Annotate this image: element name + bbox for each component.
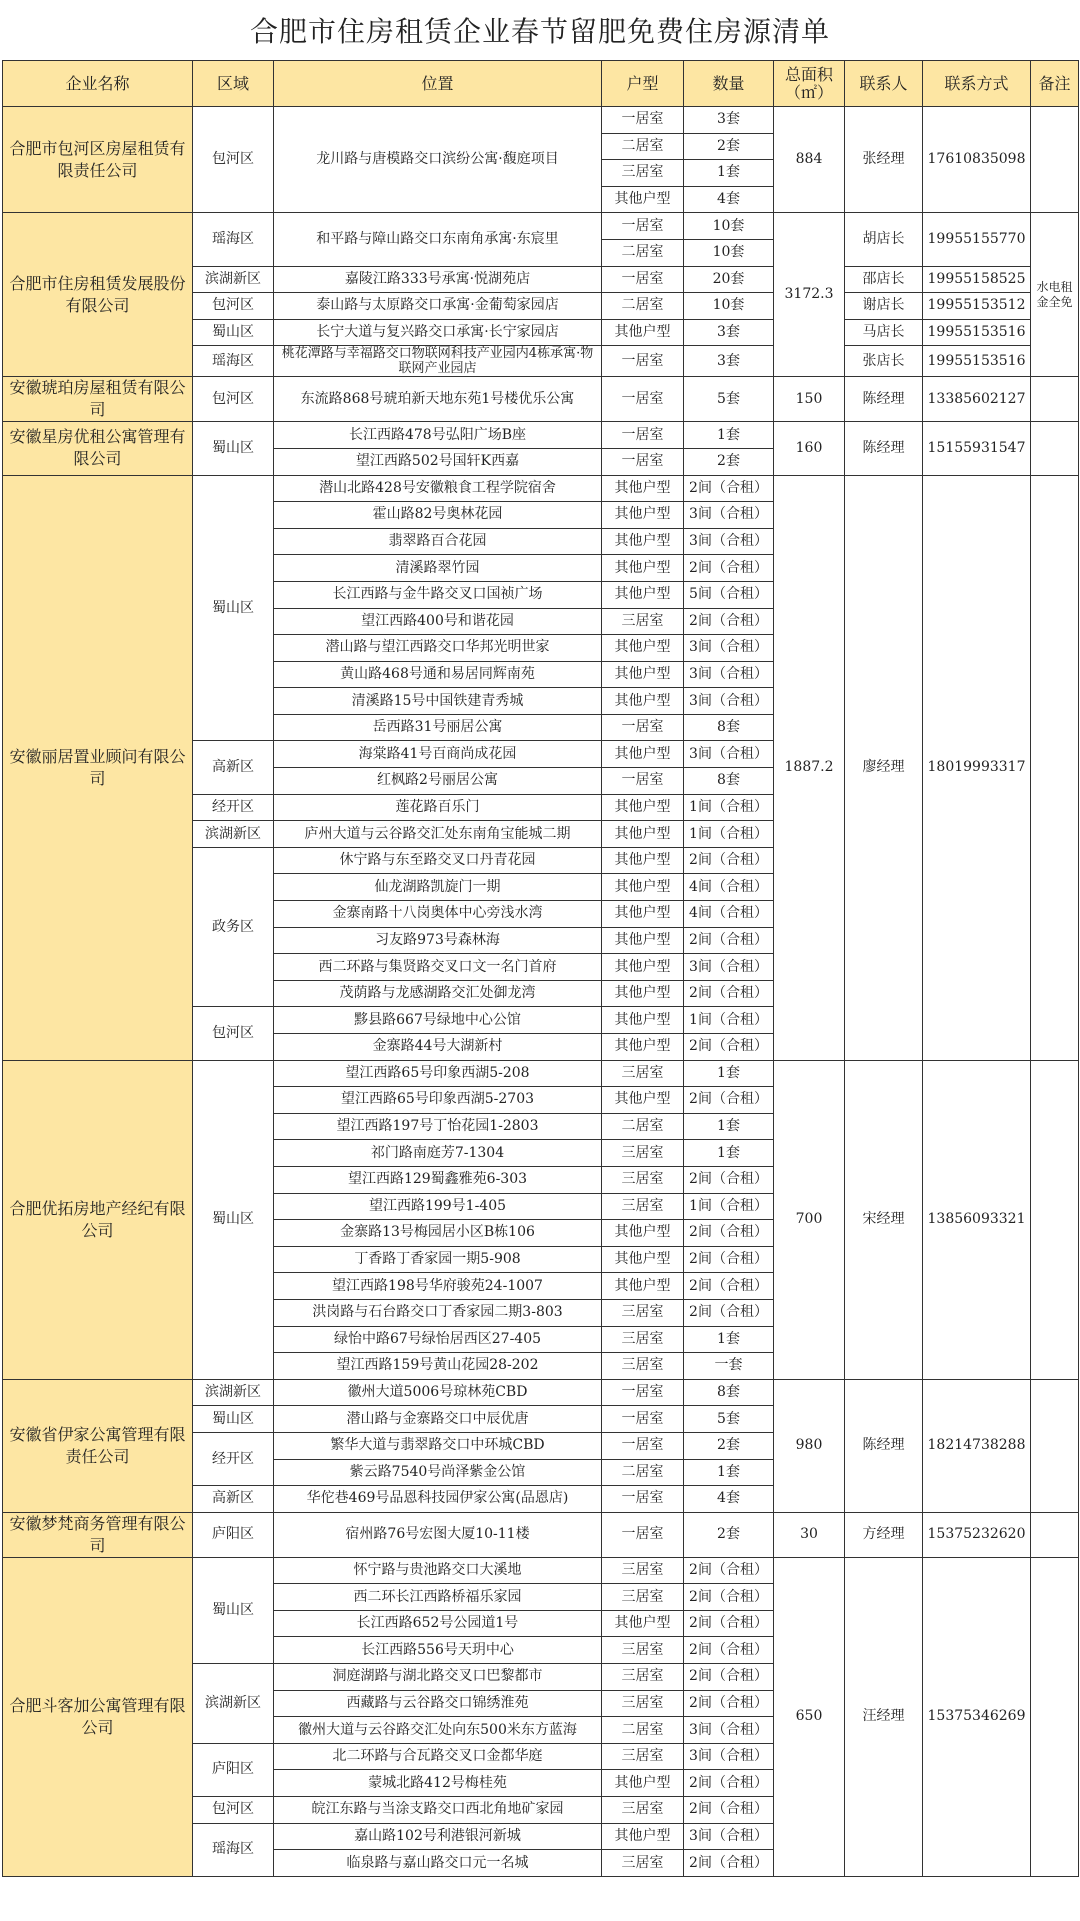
phone-cell: 19955155770 bbox=[923, 213, 1031, 266]
contact-cell: 汪经理 bbox=[845, 1557, 923, 1876]
quantity-cell: 2套 bbox=[684, 1512, 774, 1557]
quantity-cell: 8套 bbox=[684, 714, 774, 741]
location-cell: 东流路868号琥珀新天地东苑1号楼优乐公寓 bbox=[274, 377, 602, 422]
quantity-cell: 2间（合租） bbox=[684, 1797, 774, 1824]
location-cell: 茂荫路与龙感湖路交汇处御龙湾 bbox=[274, 980, 602, 1007]
location-cell: 华佗巷469号品恩科技园伊家公寓(品恩店) bbox=[274, 1486, 602, 1513]
region-cell: 滨湖新区 bbox=[193, 1664, 274, 1744]
quantity-cell: 2间（合租） bbox=[684, 1166, 774, 1193]
quantity-cell: 1套 bbox=[684, 1326, 774, 1353]
company-name: 合肥市住房租赁发展股份有限公司 bbox=[3, 213, 193, 377]
header-row bbox=[3, 61, 1079, 107]
unit-type-cell: 三居室 bbox=[602, 1557, 684, 1584]
location-cell: 和平路与障山路交口东南角承寓·东宸里 bbox=[274, 213, 602, 266]
quantity-cell: 4间（合租） bbox=[684, 901, 774, 928]
location-cell: 金寨南路十八岗奥体中心旁浅水湾 bbox=[274, 901, 602, 928]
quantity-cell: 2间（合租） bbox=[684, 475, 774, 502]
header-quantity: 数量 bbox=[684, 61, 774, 107]
region-cell: 包河区 bbox=[193, 293, 274, 320]
quantity-cell: 2间（合租） bbox=[684, 1584, 774, 1611]
unit-type-cell: 其他户型 bbox=[602, 794, 684, 821]
quantity-cell: 3间（合租） bbox=[684, 1743, 774, 1770]
note-cell bbox=[1031, 1557, 1079, 1876]
quantity-cell: 2间（合租） bbox=[684, 1299, 774, 1326]
region-cell: 庐阳区 bbox=[193, 1743, 274, 1796]
location-cell: 金寨路13号梅园居小区B栋106 bbox=[274, 1220, 602, 1247]
location-cell: 祁门路南庭芳7-1304 bbox=[274, 1140, 602, 1167]
location-cell: 岳西路31号丽居公寓 bbox=[274, 714, 602, 741]
quantity-cell: 4套 bbox=[684, 186, 774, 213]
unit-type-cell: 三居室 bbox=[602, 1743, 684, 1770]
location-cell: 长江西路与金牛路交叉口国祯广场 bbox=[274, 581, 602, 608]
unit-type-cell: 其他户型 bbox=[602, 741, 684, 768]
quantity-cell: 2间（合租） bbox=[684, 1034, 774, 1061]
quantity-cell: 2套 bbox=[684, 133, 774, 160]
location-cell: 徽州大道5006号琼林苑CBD bbox=[274, 1379, 602, 1406]
quantity-cell: 1间（合租） bbox=[684, 1193, 774, 1220]
table-row bbox=[3, 213, 1079, 240]
location-cell: 泰山路与太原路交口承寓·金葡萄家园店 bbox=[274, 293, 602, 320]
unit-type-cell: 其他户型 bbox=[602, 980, 684, 1007]
location-cell: 望江西路129蜀鑫雅苑6-303 bbox=[274, 1166, 602, 1193]
unit-type-cell: 一居室 bbox=[602, 213, 684, 240]
quantity-cell: 3套 bbox=[684, 107, 774, 134]
quantity-cell: 3间（合租） bbox=[684, 688, 774, 715]
location-cell: 霍山路82号奥林花园 bbox=[274, 502, 602, 529]
contact-cell: 谢店长 bbox=[845, 293, 923, 320]
quantity-cell: 2间（合租） bbox=[684, 980, 774, 1007]
quantity-cell: 3间（合租） bbox=[684, 661, 774, 688]
header-unit-type: 户型 bbox=[602, 61, 684, 107]
unit-type-cell: 一居室 bbox=[602, 1486, 684, 1513]
unit-type-cell: 三居室 bbox=[602, 1690, 684, 1717]
company-name: 合肥市包河区房屋租赁有限责任公司 bbox=[3, 107, 193, 213]
region-cell: 高新区 bbox=[193, 741, 274, 794]
location-cell: 清溪路15号中国铁建青秀城 bbox=[274, 688, 602, 715]
quantity-cell: 2间（合租） bbox=[684, 1610, 774, 1637]
unit-type-cell: 一居室 bbox=[602, 1432, 684, 1459]
unit-type-cell: 三居室 bbox=[602, 1664, 684, 1691]
quantity-cell: 10套 bbox=[684, 293, 774, 320]
contact-cell: 陈经理 bbox=[845, 1379, 923, 1512]
location-cell: 望江西路198号华府骏苑24-1007 bbox=[274, 1273, 602, 1300]
phone-cell: 19955153512 bbox=[923, 293, 1031, 320]
region-cell: 滨湖新区 bbox=[193, 821, 274, 848]
location-cell: 望江西路502号国轩K西嘉 bbox=[274, 448, 602, 475]
region-cell: 蜀山区 bbox=[193, 422, 274, 475]
quantity-cell: 1套 bbox=[684, 1113, 774, 1140]
total-area-cell: 884 bbox=[774, 107, 845, 213]
quantity-cell: 1套 bbox=[684, 422, 774, 449]
contact-cell: 邵店长 bbox=[845, 266, 923, 293]
location-cell: 长江西路556号天玥中心 bbox=[274, 1637, 602, 1664]
region-cell: 包河区 bbox=[193, 1007, 274, 1060]
unit-type-cell: 其他户型 bbox=[602, 1087, 684, 1114]
phone-cell: 18214738288 bbox=[923, 1379, 1031, 1512]
phone-cell: 18019993317 bbox=[923, 475, 1031, 1060]
quantity-cell: 3间（合租） bbox=[684, 1823, 774, 1850]
unit-type-cell: 其他户型 bbox=[602, 1246, 684, 1273]
table-row bbox=[3, 1379, 1079, 1406]
unit-type-cell: 一居室 bbox=[602, 266, 684, 293]
phone-cell: 15375346269 bbox=[923, 1557, 1031, 1876]
quantity-cell: 3套 bbox=[684, 319, 774, 346]
unit-type-cell: 其他户型 bbox=[602, 821, 684, 848]
region-cell: 包河区 bbox=[193, 1797, 274, 1824]
region-cell: 蜀山区 bbox=[193, 319, 274, 346]
header-phone: 联系方式 bbox=[923, 61, 1031, 107]
location-cell: 洪岗路与石台路交口丁香家园二期3-803 bbox=[274, 1299, 602, 1326]
location-cell: 嘉陵江路333号承寓·悦湖苑店 bbox=[274, 266, 602, 293]
unit-type-cell: 其他户型 bbox=[602, 635, 684, 662]
region-cell: 政务区 bbox=[193, 847, 274, 1007]
quantity-cell: 3套 bbox=[684, 346, 774, 377]
location-cell: 习友路973号森林海 bbox=[274, 927, 602, 954]
table-row bbox=[3, 107, 1079, 134]
region-cell: 滨湖新区 bbox=[193, 266, 274, 293]
phone-cell: 13856093321 bbox=[923, 1060, 1031, 1379]
location-cell: 宿州路76号宏图大厦10-11楼 bbox=[274, 1512, 602, 1557]
company-name: 安徽琥珀房屋租赁有限公司 bbox=[3, 377, 193, 422]
unit-type-cell: 其他户型 bbox=[602, 1220, 684, 1247]
note-cell bbox=[1031, 422, 1079, 475]
unit-type-cell: 其他户型 bbox=[602, 874, 684, 901]
unit-type-cell: 其他户型 bbox=[602, 186, 684, 213]
unit-type-cell: 其他户型 bbox=[602, 901, 684, 928]
unit-type-cell: 一居室 bbox=[602, 448, 684, 475]
location-cell: 潜山路与金寨路交口中辰优唐 bbox=[274, 1406, 602, 1433]
quantity-cell: 3间（合租） bbox=[684, 1717, 774, 1744]
quantity-cell: 3间（合租） bbox=[684, 954, 774, 981]
location-cell: 望江西路159号黄山花园28-202 bbox=[274, 1353, 602, 1380]
location-cell: 北二环路与合瓦路交叉口金都华庭 bbox=[274, 1743, 602, 1770]
quantity-cell: 2间（合租） bbox=[684, 1637, 774, 1664]
total-area-cell: 650 bbox=[774, 1557, 845, 1876]
region-cell: 包河区 bbox=[193, 377, 274, 422]
location-cell: 嘉山路102号利港银河新城 bbox=[274, 1823, 602, 1850]
unit-type-cell: 其他户型 bbox=[602, 1007, 684, 1034]
region-cell: 庐阳区 bbox=[193, 1512, 274, 1557]
unit-type-cell: 二居室 bbox=[602, 293, 684, 320]
unit-type-cell: 一居室 bbox=[602, 346, 684, 377]
unit-type-cell: 其他户型 bbox=[602, 319, 684, 346]
quantity-cell: 1间（合租） bbox=[684, 821, 774, 848]
header-region: 区域 bbox=[193, 61, 274, 107]
contact-cell: 张店长 bbox=[845, 346, 923, 377]
contact-cell: 陈经理 bbox=[845, 377, 923, 422]
quantity-cell: 3间（合租） bbox=[684, 502, 774, 529]
unit-type-cell: 三居室 bbox=[602, 1353, 684, 1380]
quantity-cell: 2间（合租） bbox=[684, 555, 774, 582]
location-cell: 休宁路与东至路交叉口丹青花园 bbox=[274, 847, 602, 874]
quantity-cell: 8套 bbox=[684, 1379, 774, 1406]
location-cell: 绿怡中路67号绿怡居西区27-405 bbox=[274, 1326, 602, 1353]
contact-cell: 张经理 bbox=[845, 107, 923, 213]
location-cell: 海棠路41号百商尚成花园 bbox=[274, 741, 602, 768]
contact-cell: 宋经理 bbox=[845, 1060, 923, 1379]
location-cell: 潜山路与望江西路交口华邦光明世家 bbox=[274, 635, 602, 662]
unit-type-cell: 三居室 bbox=[602, 1140, 684, 1167]
company-name: 安徽丽居置业顾问有限公司 bbox=[3, 475, 193, 1060]
region-cell: 蜀山区 bbox=[193, 1557, 274, 1663]
quantity-cell: 2间（合租） bbox=[684, 1087, 774, 1114]
quantity-cell: 10套 bbox=[684, 239, 774, 266]
phone-cell: 19955153516 bbox=[923, 346, 1031, 377]
location-cell: 黟县路667号绿地中心公馆 bbox=[274, 1007, 602, 1034]
unit-type-cell: 其他户型 bbox=[602, 927, 684, 954]
location-cell: 黄山路468号通和易居同辉南苑 bbox=[274, 661, 602, 688]
quantity-cell: 2间（合租） bbox=[684, 1664, 774, 1691]
region-cell: 瑶海区 bbox=[193, 213, 274, 266]
total-area-cell: 980 bbox=[774, 1379, 845, 1512]
company-name: 安徽省伊家公寓管理有限责任公司 bbox=[3, 1379, 193, 1512]
header-contact: 联系人 bbox=[845, 61, 923, 107]
quantity-cell: 1套 bbox=[684, 1140, 774, 1167]
total-area-cell: 150 bbox=[774, 377, 845, 422]
unit-type-cell: 三居室 bbox=[602, 1193, 684, 1220]
note-cell bbox=[1031, 107, 1079, 213]
quantity-cell: 4套 bbox=[684, 1486, 774, 1513]
unit-type-cell: 其他户型 bbox=[602, 475, 684, 502]
location-cell: 望江西路400号和谐花园 bbox=[274, 608, 602, 635]
region-cell: 瑶海区 bbox=[193, 1823, 274, 1876]
unit-type-cell: 其他户型 bbox=[602, 1823, 684, 1850]
location-cell: 莲花路百乐门 bbox=[274, 794, 602, 821]
quantity-cell: 3间（合租） bbox=[684, 635, 774, 662]
unit-type-cell: 三居室 bbox=[602, 1060, 684, 1087]
location-cell: 望江西路65号印象西湖5-208 bbox=[274, 1060, 602, 1087]
location-cell: 紫云路7540号尚泽紫金公馆 bbox=[274, 1459, 602, 1486]
contact-cell: 胡店长 bbox=[845, 213, 923, 266]
region-cell: 蜀山区 bbox=[193, 1406, 274, 1433]
unit-type-cell: 一居室 bbox=[602, 1406, 684, 1433]
quantity-cell: 2间（合租） bbox=[684, 1770, 774, 1797]
quantity-cell: 2间（合租） bbox=[684, 1220, 774, 1247]
table-row bbox=[3, 422, 1079, 449]
unit-type-cell: 三居室 bbox=[602, 1584, 684, 1611]
contact-cell: 廖经理 bbox=[845, 475, 923, 1060]
housing-table bbox=[2, 60, 1079, 1877]
company-name: 合肥优拓房地产经纪有限公司 bbox=[3, 1060, 193, 1379]
location-cell: 红枫路2号丽居公寓 bbox=[274, 768, 602, 795]
quantity-cell: 1套 bbox=[684, 1060, 774, 1087]
quantity-cell: 一套 bbox=[684, 1353, 774, 1380]
header-note: 备注 bbox=[1031, 61, 1079, 107]
location-cell: 洞庭湖路与湖北路交叉口巴黎都市 bbox=[274, 1664, 602, 1691]
region-cell: 蜀山区 bbox=[193, 475, 274, 741]
location-cell: 繁华大道与翡翠路交口中环城CBD bbox=[274, 1432, 602, 1459]
unit-type-cell: 一居室 bbox=[602, 1512, 684, 1557]
unit-type-cell: 三居室 bbox=[602, 160, 684, 187]
region-cell: 包河区 bbox=[193, 107, 274, 213]
region-cell: 高新区 bbox=[193, 1486, 274, 1513]
total-area-cell: 700 bbox=[774, 1060, 845, 1379]
quantity-cell: 1套 bbox=[684, 160, 774, 187]
quantity-cell: 5间（合租） bbox=[684, 581, 774, 608]
note-cell bbox=[1031, 1379, 1079, 1512]
region-cell: 经开区 bbox=[193, 1432, 274, 1485]
location-cell: 望江西路199号1-405 bbox=[274, 1193, 602, 1220]
location-cell: 长宁大道与复兴路交口承寓·长宁家园店 bbox=[274, 319, 602, 346]
quantity-cell: 1间（合租） bbox=[684, 1007, 774, 1034]
total-area-cell: 160 bbox=[774, 422, 845, 475]
unit-type-cell: 其他户型 bbox=[602, 688, 684, 715]
quantity-cell: 5套 bbox=[684, 1406, 774, 1433]
location-cell: 西二环路与集贤路交叉口文一名门首府 bbox=[274, 954, 602, 981]
unit-type-cell: 其他户型 bbox=[602, 1273, 684, 1300]
company-name: 安徽星房优租公寓管理有限公司 bbox=[3, 422, 193, 475]
unit-type-cell: 其他户型 bbox=[602, 954, 684, 981]
unit-type-cell: 其他户型 bbox=[602, 581, 684, 608]
unit-type-cell: 一居室 bbox=[602, 714, 684, 741]
location-cell: 皖江东路与当涂支路交口西北角地矿家园 bbox=[274, 1797, 602, 1824]
region-cell: 滨湖新区 bbox=[193, 1379, 274, 1406]
unit-type-cell: 一居室 bbox=[602, 1379, 684, 1406]
unit-type-cell: 二居室 bbox=[602, 239, 684, 266]
location-cell: 翡翠路百合花园 bbox=[274, 528, 602, 555]
quantity-cell: 2间（合租） bbox=[684, 847, 774, 874]
quantity-cell: 2间（合租） bbox=[684, 1273, 774, 1300]
quantity-cell: 2间（合租） bbox=[684, 1850, 774, 1877]
quantity-cell: 3间（合租） bbox=[684, 528, 774, 555]
unit-type-cell: 其他户型 bbox=[602, 1770, 684, 1797]
table-body bbox=[3, 107, 1079, 1877]
header-total-area: 总面积（㎡） bbox=[774, 61, 845, 107]
quantity-cell: 2套 bbox=[684, 1432, 774, 1459]
location-cell: 丁香路丁香家园一期5-908 bbox=[274, 1246, 602, 1273]
unit-type-cell: 二居室 bbox=[602, 133, 684, 160]
unit-type-cell: 其他户型 bbox=[602, 1034, 684, 1061]
total-area-cell: 3172.3 bbox=[774, 213, 845, 377]
quantity-cell: 1间（合租） bbox=[684, 794, 774, 821]
contact-cell: 马店长 bbox=[845, 319, 923, 346]
location-cell: 潜山北路428号安徽粮食工程学院宿舍 bbox=[274, 475, 602, 502]
note-cell bbox=[1031, 377, 1079, 422]
location-cell: 望江西路65号印象西湖5-2703 bbox=[274, 1087, 602, 1114]
unit-type-cell: 二居室 bbox=[602, 1717, 684, 1744]
company-name: 合肥斗客加公寓管理有限公司 bbox=[3, 1557, 193, 1876]
location-cell: 长江西路478号弘阳广场B座 bbox=[274, 422, 602, 449]
location-cell: 徽州大道与云谷路交汇处向东500米东方蓝海 bbox=[274, 1717, 602, 1744]
unit-type-cell: 二居室 bbox=[602, 1459, 684, 1486]
unit-type-cell: 三居室 bbox=[602, 1326, 684, 1353]
note-cell bbox=[1031, 1512, 1079, 1557]
quantity-cell: 20套 bbox=[684, 266, 774, 293]
table-row bbox=[3, 475, 1079, 502]
header-company: 企业名称 bbox=[3, 61, 193, 107]
total-area-cell: 30 bbox=[774, 1512, 845, 1557]
quantity-cell: 2间（合租） bbox=[684, 608, 774, 635]
total-area-cell: 1887.2 bbox=[774, 475, 845, 1060]
location-cell: 望江西路197号丁怡花园1-2803 bbox=[274, 1113, 602, 1140]
phone-cell: 17610835098 bbox=[923, 107, 1031, 213]
unit-type-cell: 三居室 bbox=[602, 1299, 684, 1326]
unit-type-cell: 一居室 bbox=[602, 768, 684, 795]
quantity-cell: 2间（合租） bbox=[684, 1246, 774, 1273]
location-cell: 金寨路44号大湖新村 bbox=[274, 1034, 602, 1061]
unit-type-cell: 三居室 bbox=[602, 1166, 684, 1193]
quantity-cell: 2间（合租） bbox=[684, 1690, 774, 1717]
quantity-cell: 2套 bbox=[684, 448, 774, 475]
unit-type-cell: 其他户型 bbox=[602, 847, 684, 874]
quantity-cell: 1套 bbox=[684, 1459, 774, 1486]
location-cell: 蒙城北路412号梅桂苑 bbox=[274, 1770, 602, 1797]
phone-cell: 19955158525 bbox=[923, 266, 1031, 293]
quantity-cell: 2间（合租） bbox=[684, 927, 774, 954]
unit-type-cell: 三居室 bbox=[602, 1850, 684, 1877]
location-cell: 怀宁路与贵池路交口大溪地 bbox=[274, 1557, 602, 1584]
location-cell: 清溪路翠竹园 bbox=[274, 555, 602, 582]
unit-type-cell: 其他户型 bbox=[602, 528, 684, 555]
region-cell: 瑶海区 bbox=[193, 346, 274, 377]
unit-type-cell: 三居室 bbox=[602, 608, 684, 635]
unit-type-cell: 三居室 bbox=[602, 1637, 684, 1664]
location-cell: 桃花潭路与幸福路交口物联网科技产业园内4栋承寓·物联网产业园店 bbox=[274, 346, 602, 377]
quantity-cell: 3间（合租） bbox=[684, 741, 774, 768]
table-row bbox=[3, 377, 1079, 422]
table-row bbox=[3, 1557, 1079, 1584]
page-title: 合肥市住房租赁企业春节留肥免费住房源清单 bbox=[249, 15, 830, 48]
unit-type-cell: 其他户型 bbox=[602, 1610, 684, 1637]
location-cell: 西藏路与云谷路交口锦绣淮苑 bbox=[274, 1690, 602, 1717]
note-cell: 水电租金全免 bbox=[1031, 213, 1079, 377]
location-cell: 临泉路与嘉山路交口元一名城 bbox=[274, 1850, 602, 1877]
unit-type-cell: 二居室 bbox=[602, 1113, 684, 1140]
location-cell: 庐州大道与云谷路交汇处东南角宝能城二期 bbox=[274, 821, 602, 848]
location-cell: 西二环长江西路桥福乐家园 bbox=[274, 1584, 602, 1611]
table-row bbox=[3, 1512, 1079, 1557]
quantity-cell: 4间（合租） bbox=[684, 874, 774, 901]
table-row bbox=[3, 1060, 1079, 1087]
phone-cell: 13385602127 bbox=[923, 377, 1031, 422]
quantity-cell: 5套 bbox=[684, 377, 774, 422]
quantity-cell: 8套 bbox=[684, 768, 774, 795]
unit-type-cell: 一居室 bbox=[602, 107, 684, 134]
location-cell: 仙龙湖路凯旋门一期 bbox=[274, 874, 602, 901]
phone-cell: 19955153516 bbox=[923, 319, 1031, 346]
unit-type-cell: 其他户型 bbox=[602, 555, 684, 582]
note-cell bbox=[1031, 1060, 1079, 1379]
unit-type-cell: 其他户型 bbox=[602, 502, 684, 529]
contact-cell: 方经理 bbox=[845, 1512, 923, 1557]
region-cell: 蜀山区 bbox=[193, 1060, 274, 1379]
unit-type-cell: 一居室 bbox=[602, 377, 684, 422]
quantity-cell: 2间（合租） bbox=[684, 1557, 774, 1584]
unit-type-cell: 三居室 bbox=[602, 1797, 684, 1824]
company-name: 安徽梦梵商务管理有限公司 bbox=[3, 1512, 193, 1557]
region-cell: 经开区 bbox=[193, 794, 274, 821]
quantity-cell: 10套 bbox=[684, 213, 774, 240]
header-location: 位置 bbox=[274, 61, 602, 107]
unit-type-cell: 一居室 bbox=[602, 422, 684, 449]
location-cell: 龙川路与唐模路交口滨纷公寓·馥庭项目 bbox=[274, 107, 602, 213]
unit-type-cell: 其他户型 bbox=[602, 661, 684, 688]
phone-cell: 15375232620 bbox=[923, 1512, 1031, 1557]
phone-cell: 15155931547 bbox=[923, 422, 1031, 475]
contact-cell: 陈经理 bbox=[845, 422, 923, 475]
location-cell: 长江西路652号公园道1号 bbox=[274, 1610, 602, 1637]
note-cell bbox=[1031, 475, 1079, 1060]
